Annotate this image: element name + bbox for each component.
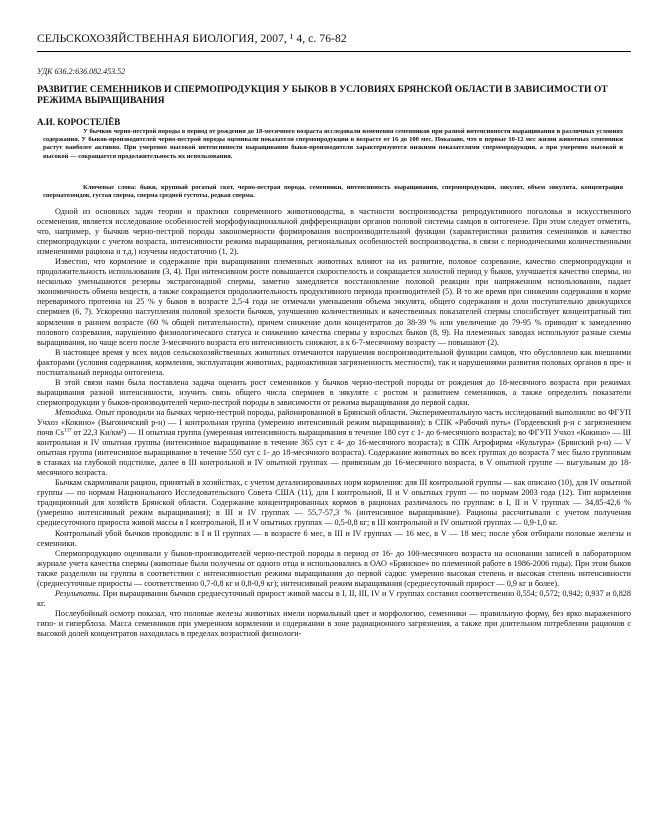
paragraph-text: Послеубойный осмотр показал, что половые железы животных имели нормальный цвет и морфологию, семенники — правильную форму, без ярко выраженного гипо- и гиперблоза. Масса семенников при умеренном кормлении и содержании в зоне радиационного загрязнения, а также при длительном потреблении рационов с высокой долей концентратов находилась в пределах возрастной физиологи- [37,608,631,638]
paragraph-intro-1 [37,207,631,257]
paragraph-results [37,589,631,609]
paragraph-methods [37,408,631,478]
header-rule [37,51,631,52]
paragraph-intro-2 [37,257,631,347]
paragraph-text: Бычкам скармливали рацион, принятый в хозяйствах, с учетом детализированных норм кормления: для III контрольной группы — как описано (10), для IV опытной группы — по нормам Национального Исследовательского Совета США (11), для I контрольной, II и V опытных групп — по нормам 2003 года (12). Тип кормления традиционный для хозяйств Брянской области. Содержание концентрированных кормов в рационах различалось по группам: в I, II и V группах — 34,85-42,6 % (умеренно интенсивный режим выращивания); в III и IV группах — 55,7-57,3 % (интенсивное выращивание). Рационы рассчитывали с учетом получения среднесуточного прироста живой массы в I контрольной, II и V опытных группах — 0,5-0,8 кг; в III контрольной и IV опытной группах — 0,9-1,0 кг. [37,478,631,528]
keywords: Ключевые слова: быки, крупный рогатый скот, черно-пестрая порода, семенники, интенсивность выращивания, спермопродукция, эякулят, объем эякулята, концентрация сперматозоидов, густая сперма, сперма средней густоты, редкая сперма. [43,184,623,200]
paragraph-text-continued: от 22,3 Ки/км²) — II опытная группа (умеренная интенсивность выращивания в течение 180 сут с 1- до 6-месячного возраста); во ФГУП Учхоз «Кокино» — III контрольная и IV опытная группы (интенсивное выращивание в течение 365 сут с 4- до 16-месячного возраста); в СПК Агрофирма «Культура» (Брянский р-н) — V опытная группа (интенсивное выращивание в течение 550 сут с 1- до 18-месячного возраста). Содержание животных во всех группах до возраста 7 мес было групповым в станках на глубокой подстилке, далее в III контрольной и IV опытной группах — привязным до 16-месячного возраста, в V опытной группе — выгульным до 18-месячного возраста. [37,428,631,478]
paragraph-text: В настоящее время у всех видов сельскохозяйственных животных отмечаются нарушения воспроизводительной функции самцов, что обусловлено как внешними факторами (условия содержания, кормления, эксплуатации животных, радиоактивная загрязненность местности), так и нарушениями развития половых органов в пре- и постнатальный периоды онтогенеза. [37,347,631,377]
udk-code: УДК 636.2:636.082.453.52 [37,67,126,76]
paragraph-sperm-evaluation [37,549,631,589]
paragraph-feeding [37,478,631,528]
section-label-methods: Методика. [55,407,94,417]
running-head: СЕЛЬСКОХОЗЯЙСТВЕННАЯ БИОЛОГИЯ, 2007, ¹ 4, с. 76-82 [37,33,347,45]
author: А.И. КОРОСТЕЛЁВ [37,117,121,127]
section-label-results: Результаты. [55,588,101,598]
paragraph-text: Одной из основных задач теории и практики современного животноводства, в частности воспроизводства репродуктивного поголовья и искусственного осеменения, является исследование особенностей морфофункциональной дифференциации органов половой системы самцов в онтогенезе. При этом следует отметить, что, например, у бычков черно-пестрой породы закономерности формирования воспроизводительной функции (характеристики развития семенников и качество спермопродукции с учетом возраста, интенсивности режима выращивания, региональных особенностей воспроизводства, в связи с периодическими количественными изменениями рациона и т.д.) изучены недостаточно (1, 2). [37,207,631,257]
article-body [37,207,631,639]
isotope-superscript: 137 [63,428,72,434]
abstract: У бычков черно-пестрой породы в период от рождения до 18-месячного возраста исследовали изменения семенников при разной интенсивности выращивания и различных условиях содержания. У быков-производителей черно-пестрой породы оценивали показатели спермопродукции в возрасте от 16 до 100 мес. Показано, что в первые 10-12 мес жизни животных семенники растут наиболее активно. При умеренно высокой интенсивности выращивания быки-производители характеризуются низкими показателями спермопродукции, а при умеренно высокой и высокой — сокращается продолжительность их использования. [43,128,623,160]
paragraph-intro-3 [37,348,631,378]
paragraph-aim [37,378,631,408]
paragraph-text: Опыт проводили на бычках черно-пестрой породы, районированной в Брянской области. Экспериментальную часть исследований выполняли: во ФГУП Учхоз «Кокино» (Выгоничский р-н) — I контрольная группа (умеренно интенсивный режим выращивания); в СПК «Рабочий путь» (Гордеевский р-н с загрязнением почв Cs [37,407,631,438]
paragraph-text: В этой связи нами была поставлена задача оценить рост семенников у бычков черно-пестрой породы от рождения до 18-месячного возраста при режимах выращивания разной интенсивности, изучить связь общего числа спермиев в эякуляте с ростом и развитием семенников, а также определить показатели спермопродукции у быков-производителей черно-пестрой породы в зависимости от режима выращивания до первой садки. [37,377,631,407]
paragraph-text: Известно, что кормление и содержание при выращивании племенных животных влияют на их развитие, половое созревание, качество спермопродукции и продолжительность использования (3, 4). При интенсивном росте повышается скороспелость и сокращается холостой период у быков, улучшается качество спермы, но несколько уменьшаются резервы экстрагонадной спермы, заметно замедляется восстановление половой реакции при напряженном использовании, падает экономичность обмена веществ, а также сокращается продолжительность продуктивного периода производителей (5). В то же время при снижении содержания в корме переваримого протеина на 25 % у быков в возрасте 2,5-4 года не отмечали уменьшения объема эякулята, общего содержания и доли поступательно движущихся спермиев (6, 7). Ускоренно наступления половой зрелости бычков, улучшению количественных и качественных показателей спермы способствует концентратный тип кормления в раннем возрасте (60 % общей питательности), причем снижение доли концентратов до 38-39 % или увеличение до 79-95 % приводит к замедлению полового созревания, нарушению физиологического статуса и снижению качества спермы у взрослых быков (8, 9). На племенных заводах используют разные схемы выращивания, но чаще всего после 3-месячного возраста его интенсивность снижают, а к 6-7-месячному возрасту — повышают (2). [37,257,631,347]
paragraph-text: Спермопродукцию оценивали у быков-производителей черно-пестрой породы в период от 16- до 100-месячного возраста на основании записей в лабораторном журнале учета качества спермы (животные были получены от одного отца и использовались в ОАО «Брянское» по племенной работе в 1986-2006 годы). При этом быков также разделили на группы в соответствии с интенсивностью режима выращивания до первой садки: умеренно высокая степень и высокая степень интенсивности (среднесуточные приросты — соответственно 0,7-0,8 кг и 0,8-0,9 кг); интенсивный режим выращивания (среднесуточный прирост — 0,9 кг и более). [37,548,631,588]
paragraph-text: При выращивании бычков среднесуточный прирост живой массы в I, II, III, IV и V группах составил соответственно 0,554; 0,572; 0,942; 0,937 и 0,828 кг. [37,588,631,608]
paragraph-text: Контрольный убой бычков проводили: в I и II группах — в возрасте 6 мес, в III и IV группах — 16 мес, в V — 18 мес; после убоя отбирали половые железы и семенники. [37,528,631,548]
paragraph-slaughter [37,529,631,549]
article-title: РАЗВИТИЕ СЕМЕННИКОВ И СПЕРМОПРОДУКЦИЯ У БЫКОВ В УСЛОВИЯХ БРЯНСКОЙ ОБЛАСТИ В ЗАВИСИМОСТИ ОТ РЕЖИМА ВЫРАЩИВАНИЯ [37,84,608,107]
paragraph-postmortem [37,609,631,639]
